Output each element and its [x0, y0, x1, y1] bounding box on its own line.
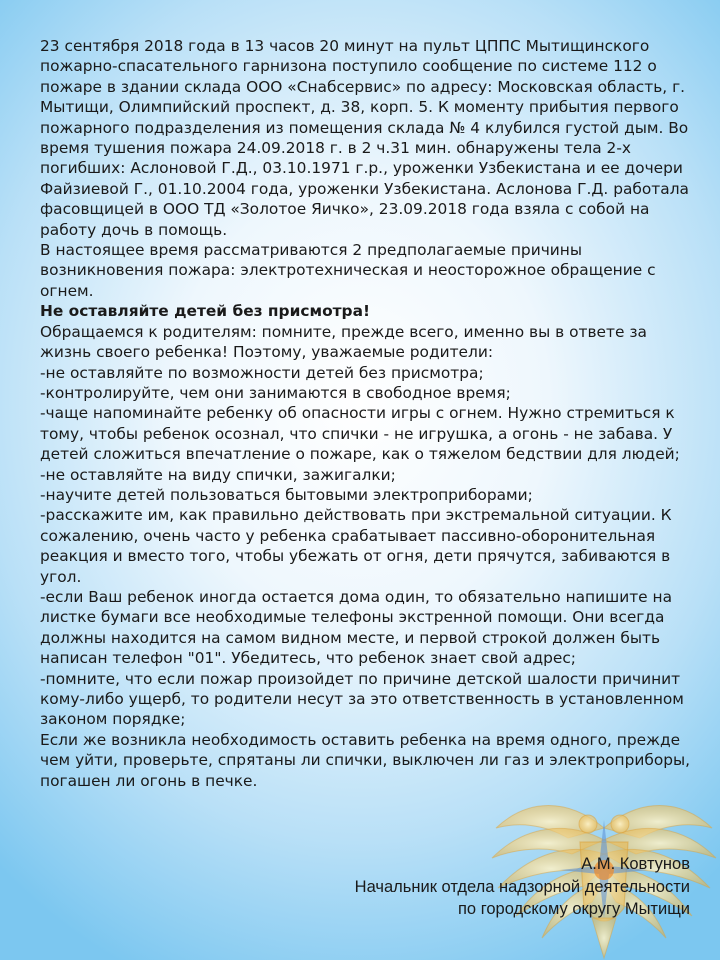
- text-line: В настоящее время рассматриваются 2 предполагаемые причины: [40, 241, 583, 260]
- signature-name: А.М. Ковтунов: [581, 855, 690, 873]
- text-line: листке бумаги все необходимые телефоны экстренной помощи. Они всегда: [40, 608, 665, 627]
- text-line: время тушения пожара 24.09.2018 г. в 2 ч.31 мин. обнаружены тела 2-х: [40, 139, 631, 158]
- signature-position-line-1: Начальник отдела надзорной деятельности: [354, 877, 690, 896]
- document-body: [40, 36, 690, 791]
- text-line: пожарно-спасательного гарнизона поступило сообщение по системе 112 о: [40, 57, 657, 76]
- text-line: детей сложиться впечатление о пожаре, как о тяжелом бедствии для людей;: [40, 445, 680, 464]
- text-line: -не оставляйте по возможности детей без присмотра;: [40, 363, 484, 382]
- signature-position-line-2: по городскому округу Мытищи: [458, 900, 690, 918]
- heading-line: Не оставляйте детей без присмотра!: [40, 302, 370, 321]
- text-line: пожарного подразделения из помещения склада № 4 клубился густой дым. Во: [40, 118, 689, 137]
- text-line: возникновения пожара: электротехническая и неосторожное обращение с: [40, 261, 656, 280]
- text-line: реакция и вместо того, чтобы убежать от огня, дети прячутся, забиваются в: [40, 547, 671, 566]
- text-line: -если Ваш ребенок иногда остается дома один, то обязательно напишите на: [40, 587, 673, 606]
- text-line: кому-либо ущерб, то родители несут за это ответственность в установленном: [40, 690, 684, 708]
- text-line: -помните, что если пожар произойдет по причине детской шалости причинит: [40, 669, 681, 688]
- text-line: Файзиевой Г., 01.10.2004 года, уроженки Узбекистана. Аслонова Г.Д. работала: [40, 179, 689, 198]
- text-line: фасовщицей в ООО ТД «Золотое Яичко», 23.09.2018 года взяла с собой на: [40, 200, 650, 219]
- text-line: угол.: [40, 567, 82, 586]
- text-line: -расскажите им, как правильно действовать при экстремальной ситуации. К: [40, 506, 672, 525]
- text-line: 23 сентября 2018 года в 13 часов 20 минут на пульт ЦППС Мытищинского: [40, 37, 650, 55]
- text-line: работу дочь в помощь.: [40, 220, 228, 239]
- text-line: Мытищи, Олимпийский проспект, д. 38, корп. 5. К моменту прибытия первого: [40, 98, 679, 117]
- text-line: тому, чтобы ребенок осознал, что спички - не игрушка, а огонь - не забава. У: [40, 424, 673, 443]
- text-line: Если же возникла необходимость оставить ребенка на время одного, прежде: [40, 730, 681, 749]
- text-line: жизнь своего ребенка! Поэтому, уважаемые родители:: [40, 343, 494, 362]
- text-line: -чаще напоминайте ребенку об опасности игры с огнем. Нужно стремиться к: [40, 404, 675, 423]
- text-line: Обращаемся к родителям: помните, прежде всего, именно вы в ответе за: [40, 322, 647, 341]
- text-line: -научите детей пользоваться бытовыми электроприборами;: [40, 485, 533, 504]
- text-line: сожалению, очень часто у ребенка срабатывает пассивно-оборонительная: [40, 526, 656, 545]
- text-line: чем уйти, проверьте, спрятаны ли спички, выключен ли газ и электроприборы,: [40, 751, 691, 770]
- signature-block: [355, 853, 690, 921]
- text-line: законом порядке;: [40, 710, 186, 729]
- text-line: написан телефон "01". Убедитесь, что ребенок знает свой адрес;: [40, 649, 576, 668]
- text-line: должны находится на самом видном месте, и первой строкой должен быть: [40, 628, 661, 647]
- text-line: -контролируйте, чем они занимаются в свободное время;: [40, 383, 511, 402]
- text-line: пожаре в здании склада ООО «Снабсервис» по адресу: Московская область, г.: [40, 77, 686, 96]
- text-line: погибших: Аслоновой Г.Д., 03.10.1971 г.р., уроженки Узбекистана и ее дочери: [40, 159, 683, 178]
- text-line: огнем.: [40, 281, 94, 300]
- text-line: -не оставляйте на виду спички, зажигалки;: [40, 465, 396, 484]
- text-line: погашен ли огонь в печке.: [40, 771, 258, 790]
